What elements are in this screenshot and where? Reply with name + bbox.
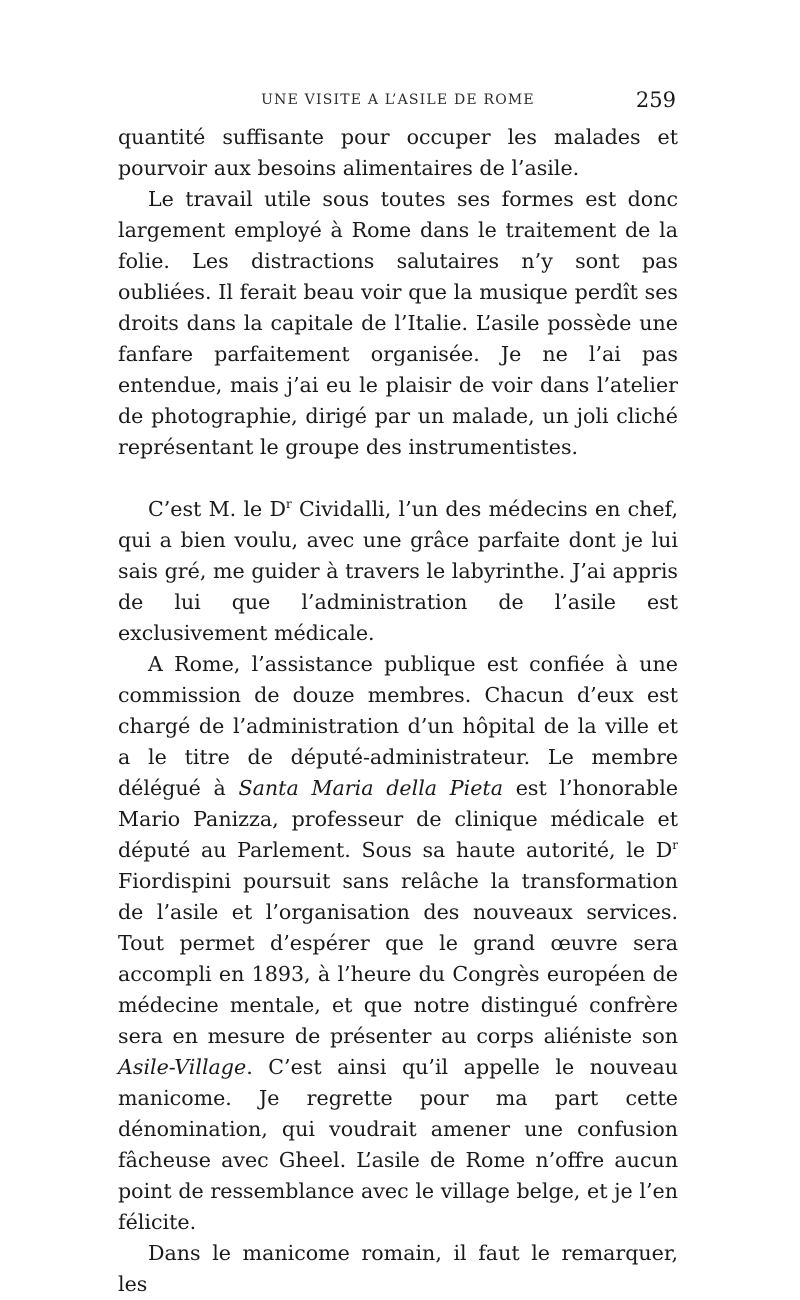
- body-text: [118, 122, 678, 1300]
- italic-name-santa-maria: Santa Maria della Pieta: [238, 776, 503, 800]
- italic-asile-village: Asile-Village: [118, 1055, 247, 1079]
- paragraph-3-text-a: C’est M. le D: [148, 497, 286, 521]
- paragraph-3-text-b: Cividalli, l’un des médecins en chef, qui a bien voulu, avec une grâce parfaite dont je lui sais gré, me guider à travers le labyrinthe. J’ai appris de lui que l’administration de l’asile est exclusivement médicale.: [118, 497, 678, 645]
- running-header: [118, 88, 678, 122]
- paragraph-2: Le travail utile sous toutes ses formes est donc largement employé à Rome dans le traitement de la folie. Les distractions salutaires n’y sont pas oubliées. Il ferait beau voir que la musique perdît ses droits dans la capitale de l’Italie. L’asile possède une fanfare parfaitement organisée. Je ne l’ai pas entendue, mais j’ai eu le plaisir de voir dans l’atelier de photographie, dirigé par un malade, un joli cliché représentant le groupe des instrumentistes.: [118, 187, 678, 459]
- paragraph-4: [118, 649, 678, 1238]
- book-page: [118, 88, 678, 1300]
- abbrev-superscript: r: [285, 497, 292, 512]
- paragraph-1: quantité suffisante pour occuper les malades et pourvoir aux besoins alimentaires de l’asile.: [118, 125, 678, 180]
- running-title: UNE VISITE A L’ASILE DE ROME: [261, 92, 535, 108]
- paragraph-4-text-b: est l’honorable Mario Panizza, professeur de clinique médicale et député au Parlement. Sous sa haute autorité, le D: [118, 776, 679, 862]
- paragraph-5: Dans le manicome romain, il faut le remarquer, les: [118, 1241, 678, 1296]
- page-number: 259: [635, 88, 676, 112]
- paragraph-4-text-c: Fiordispini poursuit sans relâche la transformation de l’asile et l’organisation des nouveaux services. Tout permet d’espérer que le grand œuvre sera accompli en 1893, à l’heure du Congrès européen de médecine mentale, et que notre distingué confrère sera en mesure de présenter au corps aliéniste son: [118, 869, 678, 1048]
- paragraph-4-text-d: . C’est ainsi qu’il appelle le nouveau manicome. Je regrette pour ma part cette dénomination, qui voudrait amener une confusion fâcheuse avec Gheel. L’asile de Rome n’offre aucun point de ressemblance avec le village belge, et je l’en félicite.: [118, 1055, 678, 1234]
- abbrev-superscript: r: [672, 838, 678, 853]
- paragraph-4-text-a: A Rome, l’assistance publique est confiée à une commission de douze membres. Chacun d’eux est chargé de l’administration d’un hôpital de la ville et a le titre de député-administrateur. Le membre délégué à: [118, 652, 678, 800]
- paragraph-3: [118, 494, 678, 649]
